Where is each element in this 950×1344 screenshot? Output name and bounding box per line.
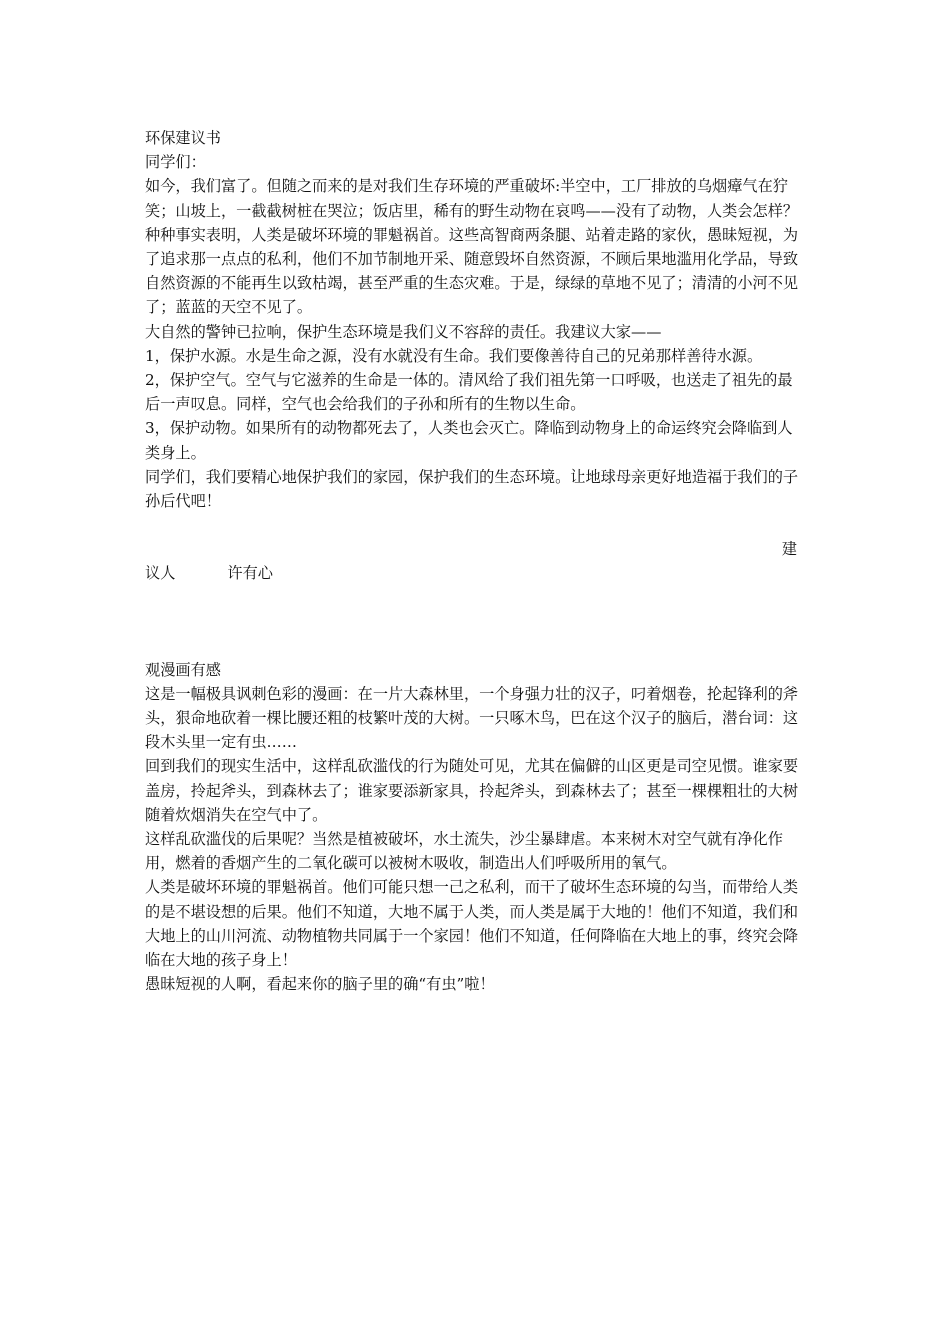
signer-line bbox=[145, 561, 807, 585]
document-page bbox=[145, 126, 807, 997]
essay-paragraph: 回到我们的现实生活中，这样乱砍滥伐的行为随处可见，尤其在偏僻的山区更是司空见惯。谁家要盖房，拎起斧头，到森林去了；谁家要添新家具，拎起斧头，到森林去了；甚至一棵棵粗壮的大树随着炊烟消失在空气中了。 bbox=[145, 757, 799, 824]
letter-paragraph: 如今，我们富了。但随之而来的是对我们生存环境的严重破坏:半空中，工厂排放的乌烟瘴气在狞笑；山坡上，一截截树桩在哭泣；饭店里，稀有的野生动物在哀鸣——没有了动物，人类会怎样？ bbox=[145, 177, 799, 220]
essay-paragraph: 愚昧短视的人啊，看起来你的脑子里的确“有虫”啦！ bbox=[145, 975, 495, 994]
letter-paragraph: 1，保护水源。水是生命之源，没有水就没有生命。我们要像善待自己的兄弟那样善待水源。 bbox=[145, 346, 763, 365]
letter-greeting: 同学们： bbox=[145, 153, 206, 172]
letter-paragraph: 3，保护动物。如果所有的动物都死去了，人类也会灭亡。降临到动物身上的命运终究会降临到人类身上。 bbox=[145, 419, 793, 462]
signer-name: 许有心 bbox=[227, 564, 273, 583]
letter-section bbox=[145, 126, 807, 586]
letter-paragraph: 同学们，我们要精心地保护我们的家园，保护我们的生态环境。让地球母亲更好地造福于我们的子孙后代吧！ bbox=[145, 467, 799, 511]
essay-paragraph: 这样乱砍滥伐的后果呢？当然是植被破坏，水土流失，沙尘暴肆虐。本来树木对空气就有净化作用，燃着的香烟产生的二氧化碳可以被树木吸收，制造出人们呼吸所用的氧气。 bbox=[145, 830, 783, 873]
letter-paragraph: 种种事实表明，人类是破坏环境的罪魁祸首。这些高智商两条腿、站着走路的家伙，愚昧短视，为了追求那一点点的私利，他们不加节制地开采、随意毁坏自然资源，不顾后果地滥用化学品，导致自然资源的不能再生以致枯竭，甚至严重的生态灾难。于是，绿绿的草地不见了；清清的小河不见了；蓝蓝的天空不见了。 bbox=[145, 225, 799, 317]
essay-paragraph: 这是一幅极具讽刺色彩的漫画：在一片大森林里，一个身强力壮的汉子，叼着烟卷，抡起锋利的斧头，狠命地砍着一棵比腰还粗的枝繁叶茂的大树。一只啄木鸟，巴在这个汉子的脑后，潜台词：这段木头里一定有虫…… bbox=[145, 684, 799, 752]
letter-paragraph: 大自然的警钟已拉响，保护生态环境是我们义不容辞的责任。我建议大家—— bbox=[145, 322, 662, 341]
essay-title: 观漫画有感 bbox=[145, 660, 221, 679]
essay-section bbox=[145, 658, 807, 997]
letter-title: 环保建议书 bbox=[145, 129, 221, 147]
letter-paragraph: 2，保护空气。空气与它滋养的生命是一体的。清风给了我们祖先第一口呼吸，也送走了祖先的最后一声叹息。同样，空气也会给我们的子孙和所有的生物以生命。 bbox=[145, 371, 793, 414]
essay-paragraph: 人类是破坏环境的罪魁祸首。他们可能只想一己之私利，而干了破坏生态环境的勾当，而带给人类的是不堪设想的后果。他们不知道，大地不属于人类，而人类是属于大地的！他们不知道，我们和大地上的山川河流、动物植物共同属于一个家园！他们不知道，任何降临在大地上的事，终究会降临在大地的孩子身上！ bbox=[145, 878, 799, 970]
signer-label: 议人 bbox=[145, 564, 176, 583]
signer-prefix: 建 bbox=[781, 540, 797, 559]
